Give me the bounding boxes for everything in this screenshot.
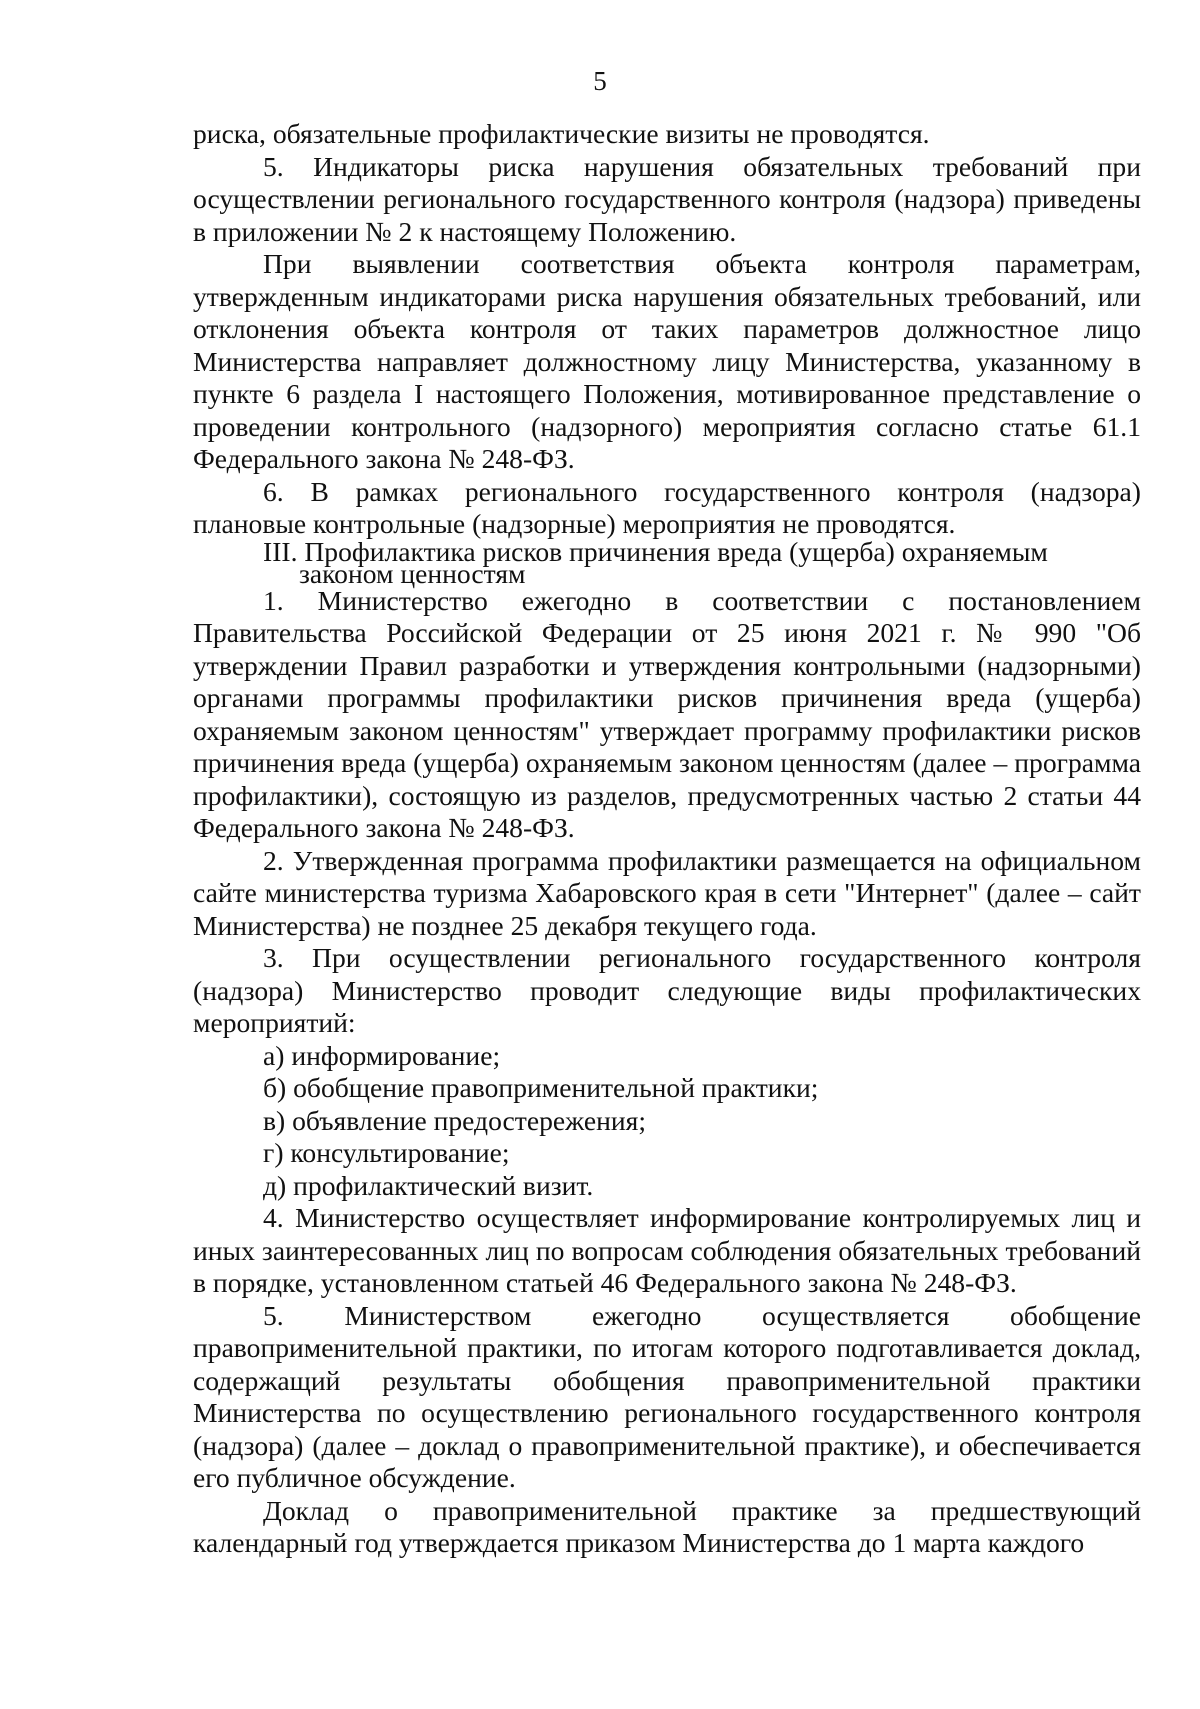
paragraph-item-5: 5. Индикаторы риска нарушения обязательных требований при осуществлении регионального государственного контроля (надзора) приведены в приложении № 2 к настоящему Положению. xyxy=(193,150,1141,247)
list-item: б) обобщение правоприменительной практики; xyxy=(263,1072,819,1103)
section-paragraph-4: 4. Министерство осуществляет информирование контролируемых лиц и иных заинтересованных лиц по вопросам соблюдения обязательных требований в порядке, установленном статьей 46 Федерального закона № 248-ФЗ. xyxy=(193,1202,1141,1298)
list-item: г) консультирование; xyxy=(263,1137,510,1168)
page-number: 5 xyxy=(593,66,607,96)
paragraph-item-6: 6. В рамках регионального государственного контроля (надзора) плановые контрольные (надзорные) мероприятия не проводятся. xyxy=(193,475,1141,539)
list-item: а) информирование; xyxy=(263,1039,501,1071)
section-paragraph-2: 2. Утвержденная программа профилактики размещается на официальном сайте министерства туризма Хабаровского края в сети "Интернет" (далее – сайт Министерства) не позднее 25 декабря текущего года. xyxy=(193,844,1141,941)
list-item: в) объявление предостережения; xyxy=(263,1104,646,1136)
paragraph-continuation: риска, обязательные профилактические визиты не проводятся. xyxy=(193,118,930,149)
list-item: д) профилактический визит. xyxy=(263,1169,594,1201)
section-paragraph-5: 5. Министерством ежегодно осуществляется обобщение правоприменительной практики, по итогам которого подготавливается доклад, содержащий результаты обобщения правоприменительной практики Министерства по осуществлению регионального государственного контроля (надзора) (далее – доклад о правоприменительной практике), и обеспечивается его публичное обсуждение. xyxy=(193,1299,1141,1493)
document-body xyxy=(193,118,1141,1560)
section-paragraph-report: Доклад о правоприменительной практике за предшествующий календарный год утверждается приказом Министерства до 1 марта каждого xyxy=(193,1494,1141,1558)
section-heading xyxy=(193,535,1141,589)
section-heading-line2: законом ценностям xyxy=(299,557,526,589)
section-heading-line1: III. Профилактика рисков причинения вреда (ущерба) охраняемым xyxy=(263,535,1048,567)
section-paragraph-1: 1. Министерство ежегодно в соответствии с постановлением Правительства Российской Федерации от 25 июня 2021 г. № 990 "Об утверждении Правил разработки и утверждения контрольными (надзорными) органами программы профилактики рисков причинения вреда (ущерба) охраняемым законом ценностям" утверждает программу профилактики рисков причинения вреда (ущерба) охраняемым законом ценностям (далее – программа профилактики), состоящую из разделов, предусмотренных частью 2 статьи 44 Федерального закона № 248-ФЗ. xyxy=(193,584,1141,843)
section-paragraph-3: 3. При осуществлении регионального государственного контроля (надзора) Министерство проводит следующие виды профилактических мероприятий: xyxy=(193,942,1141,1038)
paragraph-risk-indicators: При выявлении соответствия объекта контроля параметрам, утвержденным индикаторами риска нарушения обязательных требований, или отклонения объекта контроля от таких параметров должностное лицо Министерства направляет должностному лицу Министерства, указанному в пункте 6 раздела I настоящего Положения, мотивированное представление о проведении контрольного (надзорного) мероприятия согласно статье 61.1 Федерального закона № 248-ФЗ. xyxy=(193,248,1141,474)
